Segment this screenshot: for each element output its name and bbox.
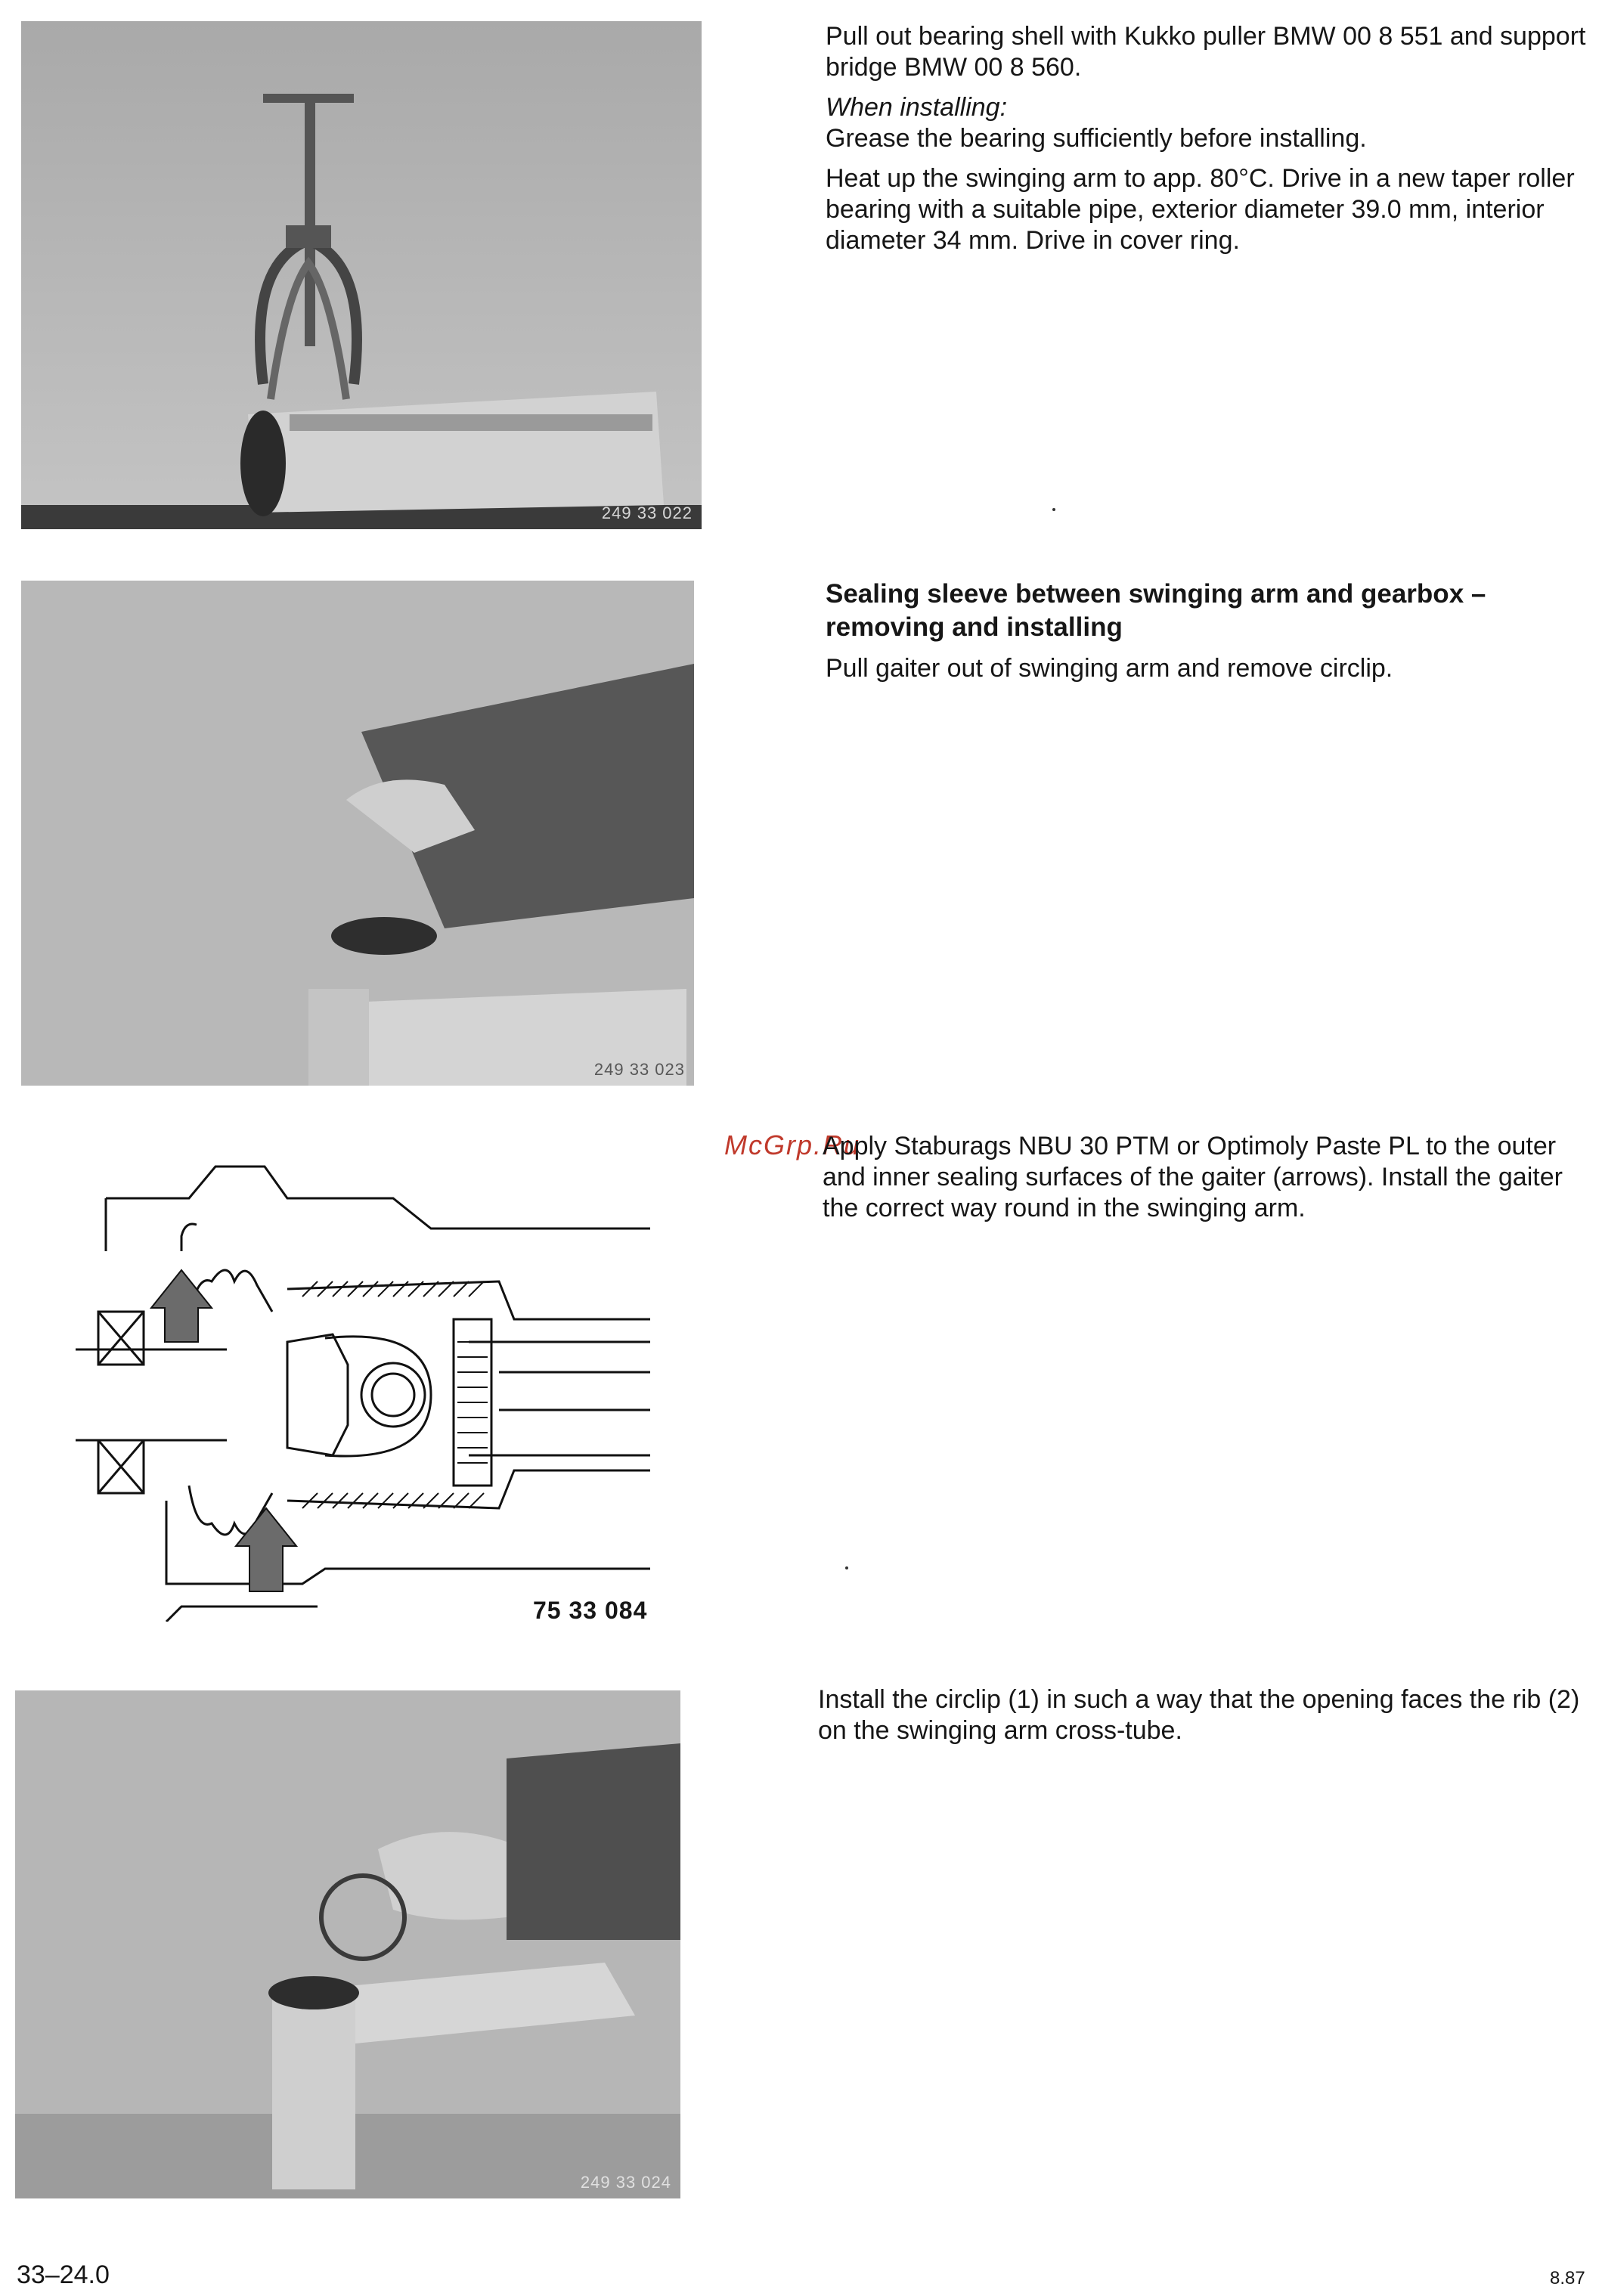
photo-circlip-install bbox=[15, 1690, 680, 2198]
section-4-text bbox=[818, 1684, 1582, 1755]
paragraph: Install the circlip (1) in such a way that the opening faces the rib (2) on the swinging arm cross-tube. bbox=[818, 1685, 1580, 1745]
paragraph: Pull out bearing shell with Kukko puller BMW 00 8 551 and support bridge BMW 00 8 560. bbox=[826, 22, 1586, 82]
section-1-text bbox=[826, 21, 1589, 265]
section-3-text bbox=[823, 1131, 1586, 1233]
photo-label: 249 33 022 bbox=[601, 504, 693, 522]
photo-label: 249 33 024 bbox=[580, 2173, 671, 2192]
photo-gaiter-removal bbox=[21, 581, 694, 1086]
photo-label: 249 33 023 bbox=[593, 1060, 685, 1079]
section-heading: Sealing sleeve between swinging arm and gearbox – removing and installing bbox=[826, 579, 1486, 642]
arrow-up-lower bbox=[236, 1508, 296, 1591]
issue-date: 8.87 bbox=[1550, 2268, 1585, 2288]
print-mark bbox=[1052, 508, 1055, 511]
photo-bearing-puller bbox=[21, 21, 702, 529]
print-mark bbox=[845, 1566, 848, 1569]
watermark: McGrp.Ru bbox=[724, 1129, 861, 1160]
italic-label: When installing: bbox=[826, 93, 1008, 122]
paragraph: Apply Staburags NBU 30 PTM or Optimoly Paste PL to the outer and inner sealing surfaces of the gaiter (arrows). Install the gaiter the correct way round in the swinging arm. bbox=[823, 1132, 1563, 1222]
page-number: 33–24.0 bbox=[17, 2260, 110, 2289]
paragraph: Heat up the swinging arm to app. 80°C. Drive in a new taper roller bearing with a suitable pipe, exterior diameter 39.0 mm, interior diameter 34 mm. Drive in cover ring. bbox=[826, 164, 1575, 255]
section-2-text bbox=[826, 578, 1589, 693]
paragraph: Pull gaiter out of swinging arm and remove circlip. bbox=[826, 654, 1393, 683]
diagram-gaiter-cross-section bbox=[76, 1145, 680, 1622]
diagram-label: 75 33 084 bbox=[533, 1597, 648, 1624]
paragraph: Grease the bearing sufficiently before installing. bbox=[826, 124, 1367, 153]
